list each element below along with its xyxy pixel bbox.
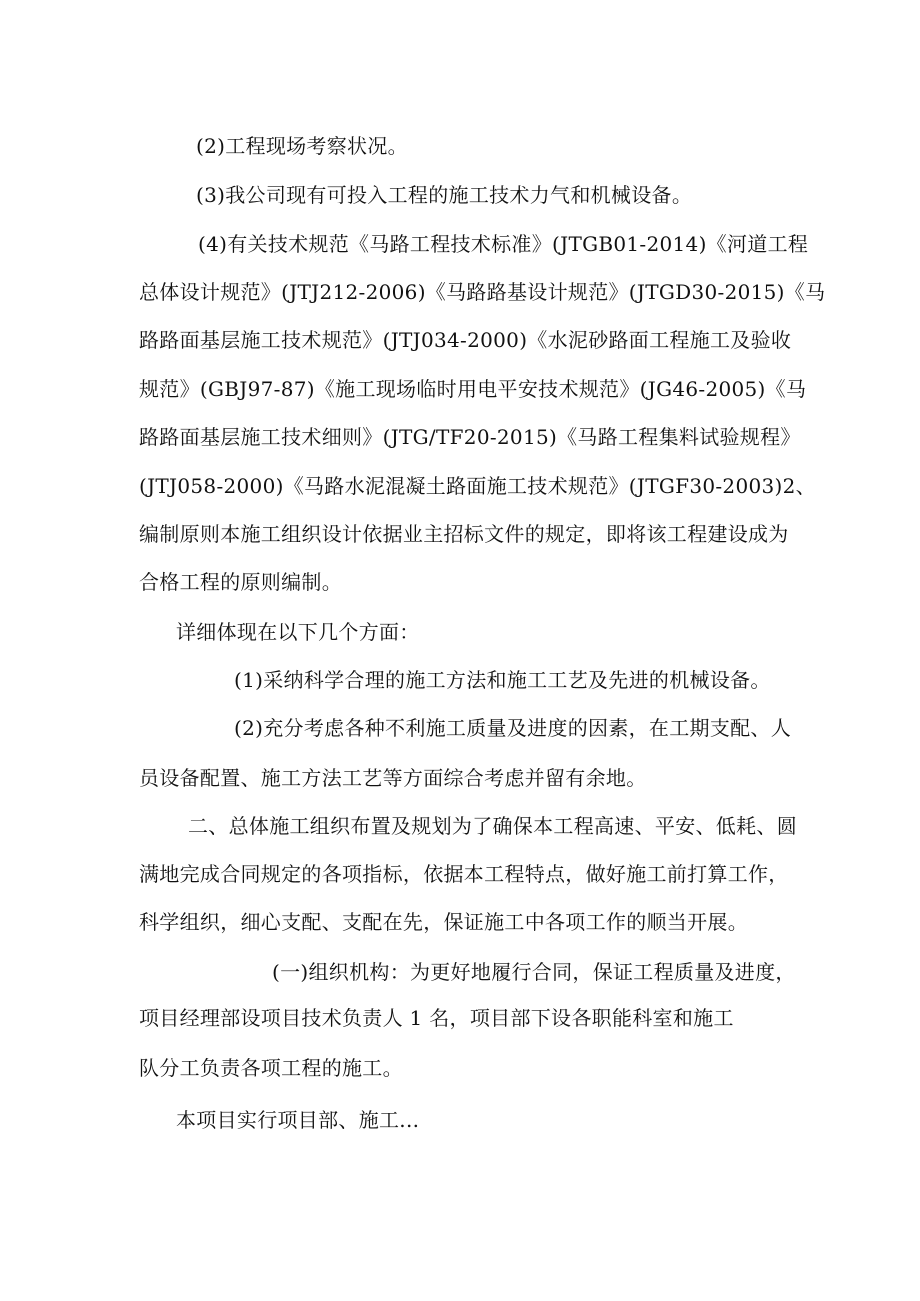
text-line-2: (3)我公司现有可投入工程的施工技术力气和机械设备。: [196, 183, 693, 207]
text-line-12: (1)采纳科学合理的施工方法和施工工艺及先进的机械设备。: [234, 668, 771, 692]
text-line-21: 本项目实行项目部、施工...: [176, 1108, 420, 1132]
text-line-18: (一)组织机构：为更好地履行合同，保证工程质量及进度，: [272, 960, 796, 984]
text-line-11: 详细体现在以下几个方面：: [176, 620, 420, 644]
text-line-16: 满地完成合同规定的各项指标，依据本工程特点，做好施工前打算工作，: [139, 862, 789, 886]
text-line-3: (4)有关技术规范《马路工程技术标准》(JTGB01-2014)《河道工程: [198, 232, 809, 256]
text-line-17: 科学组织，细心支配、支配在先，保证施工中各项工作的顺当开展。: [139, 910, 748, 934]
text-line-20: 队分工负责各项工程的施工。: [139, 1056, 403, 1080]
text-line-19: 项目经理部设项目技术负责人 1 名，项目部下设各职能科室和施工: [139, 1006, 734, 1030]
text-line-1: (2)工程现场考察状况。: [196, 134, 408, 158]
text-line-14: 员设备配置、施工方法工艺等方面综合考虑并留有余地。: [139, 766, 647, 790]
text-line-6: 规范》(GBJ97-87)《施工现场临时用电平安技术规范》(JG46-2005)《马: [139, 377, 807, 401]
text-line-8: (JTJ058-2000)《马路水泥混凝土路面施工技术规范》(JTGF30-2003)2、: [139, 474, 816, 498]
text-line-5: 路路面基层施工技术规范》(JTJ034-2000)《水泥砂路面工程施工及验收: [139, 328, 792, 352]
text-line-15: 二、总体施工组织布置及规划为了确保本工程高速、平安、低耗、圆: [188, 814, 797, 838]
text-line-4: 总体设计规范》(JTJ212-2006)《马路路基设计规范》(JTGD30-2015)《马: [139, 280, 826, 304]
text-line-9: 编制原则本施工组织设计依据业主招标文件的规定，即将该工程建设成为: [139, 522, 789, 546]
text-line-13: (2)充分考虑各种不利施工质量及进度的因素，在工期支配、人: [234, 716, 792, 740]
text-line-7: 路路面基层施工技术细则》(JTG/TF20-2015)《马路工程集料试验规程》: [139, 425, 801, 449]
text-line-10: 合格工程的原则编制。: [139, 570, 342, 594]
